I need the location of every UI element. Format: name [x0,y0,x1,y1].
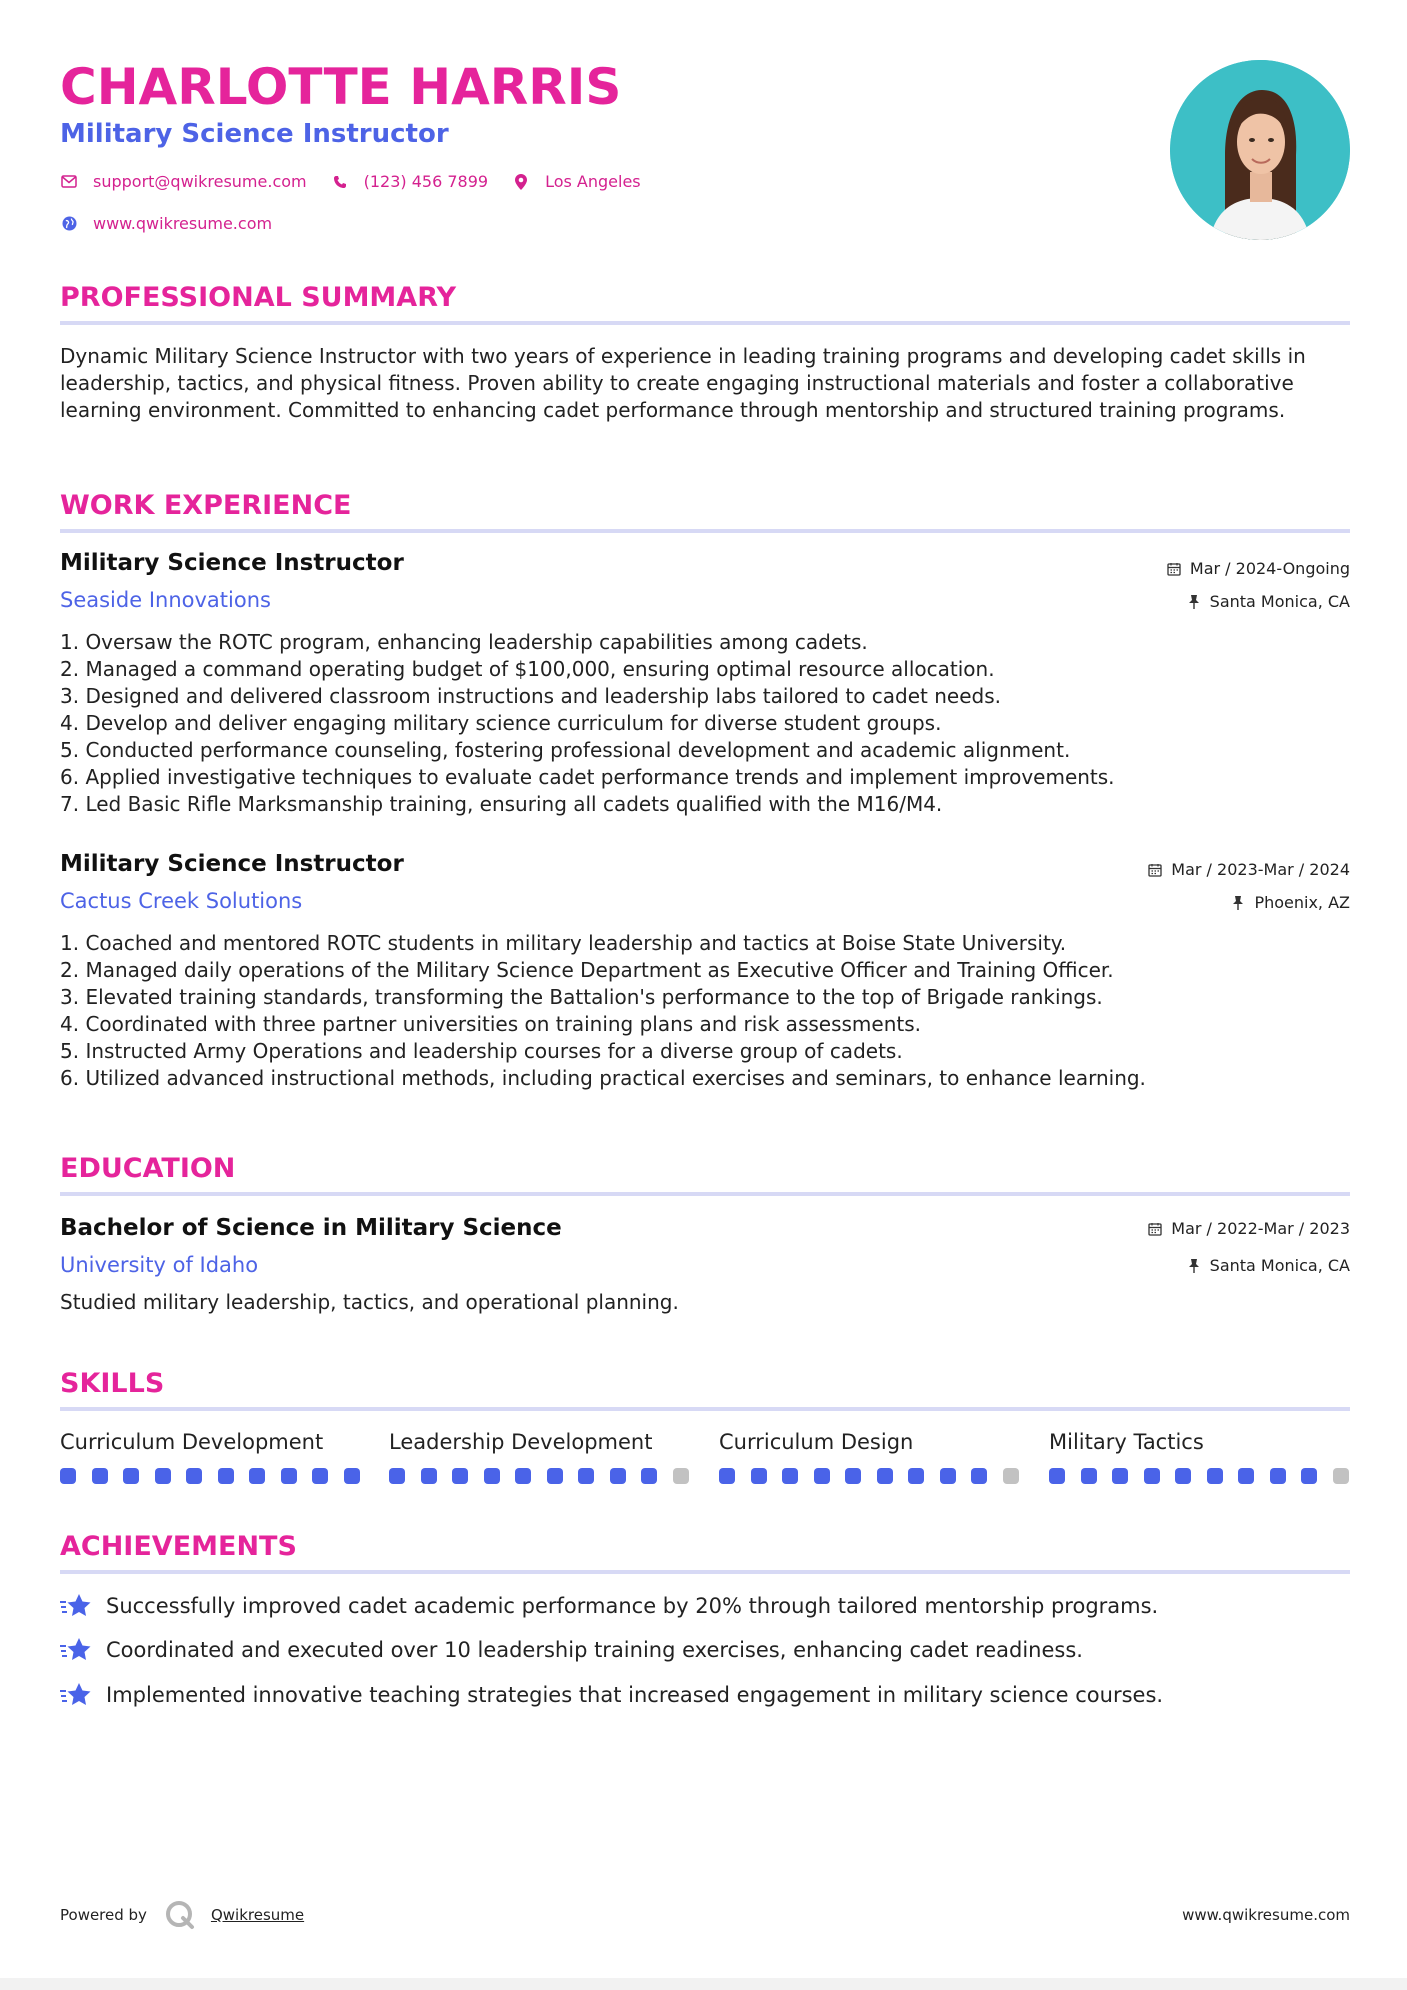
contact-website[interactable] [60,214,272,233]
skill-dot-filled [515,1468,531,1484]
summary-text: Dynamic Military Science Instructor with two years of experience in leading training programs and developing cadet skills in leadership, tactics, and physical fitness. Proven ability to create engaging instructional materials and foster a collaborative learning environment. Committed to enhancing cadet performance through mentorship and structured training programs. [60,344,1306,422]
skill-dot-filled [719,1468,735,1484]
list-item: 2. Managed daily operations of the Military Science Department as Executive Officer and Training Officer. [60,958,1114,982]
dates-text: Mar / 2023-Mar / 2024 [1171,860,1350,879]
job-company[interactable]: Cactus Creek Solutions [60,889,303,913]
job-dates [1166,559,1350,578]
skill-dot-filled [845,1468,861,1484]
skill-dot-filled [641,1468,657,1484]
job-company[interactable]: Seaside Innovations [60,588,271,612]
globe-icon [60,215,78,233]
skill-dot-filled [484,1468,500,1484]
skill-rating [60,1468,375,1484]
achievements-heading: ACHIEVEMENTS [60,1531,297,1562]
skill-dot-filled [421,1468,437,1484]
contact-row-secondary [60,214,296,233]
contact-row-primary [60,172,665,191]
footer-website-link[interactable]: www.qwikresume.com [1182,1906,1350,1924]
skill-dot-filled [1144,1468,1160,1484]
page-bottom-band [0,1978,1407,1990]
footer-branding [60,1900,304,1930]
section-divider [60,529,1350,533]
pushpin-icon [1186,594,1202,610]
skill-rating [1049,1468,1364,1484]
education-description: Studied military leadership, tactics, and operational planning. [60,1290,679,1314]
job-dates [1147,860,1350,879]
job-title: Military Science Instructor [60,550,404,576]
job-location [1230,893,1350,912]
skill-rating [389,1468,704,1484]
skill-item [1049,1430,1204,1454]
candidate-name: CHARLOTTE HARRIS [60,58,622,116]
calendar-icon [1147,862,1163,878]
calendar-icon [1147,1221,1163,1237]
education-dates [1147,1219,1350,1238]
list-item: 5. Instructed Army Operations and leadership courses for a diverse group of cadets. [60,1039,903,1063]
experience-heading: WORK EXPERIENCE [60,490,352,521]
phone-text: (123) 456 7899 [363,172,489,191]
list-item: 4. Coordinated with three partner universities on training plans and risk assessments. [60,1012,922,1036]
skill-name: Military Tactics [1049,1430,1204,1454]
skill-item [60,1430,323,1454]
job-bullets [60,629,1350,818]
phone-icon [331,173,349,191]
achievement-text: Coordinated and executed over 10 leadership training exercises, enhancing cadet readiness. [106,1638,1083,1662]
star-badge-icon [60,1592,92,1620]
achievement-item [60,1681,1163,1709]
list-item: 2. Managed a command operating budget of $100,000, ensuring optimal resource allocation. [60,657,995,681]
pushpin-icon [1186,1258,1202,1274]
skill-dot-filled [1238,1468,1254,1484]
job-title: Military Science Instructor [60,851,404,877]
education-location [1186,1256,1350,1275]
section-divider [60,1570,1350,1574]
candidate-title: Military Science Instructor [60,119,449,149]
skill-dot-empty [673,1468,689,1484]
qwikresume-link[interactable]: Qwikresume [210,1906,305,1924]
achievement-item [60,1636,1083,1664]
envelope-icon [60,173,78,191]
powered-by-label: Powered by [60,1906,147,1924]
skill-dot-filled [249,1468,265,1484]
star-badge-icon [60,1681,92,1709]
summary-heading: PROFESSIONAL SUMMARY [60,282,457,313]
star-badge-icon [60,1636,92,1664]
list-item: 5. Conducted performance counseling, fostering professional development and academic alignment. [60,738,1071,762]
skills-heading: SKILLS [60,1368,165,1399]
skill-item [389,1430,652,1454]
pushpin-icon [1230,895,1246,911]
location-text: Santa Monica, CA [1209,592,1350,611]
skill-dot-empty [1333,1468,1349,1484]
skill-dot-filled [312,1468,328,1484]
skill-dot-filled [1270,1468,1286,1484]
dates-text: Mar / 2024-Ongoing [1189,559,1350,578]
skill-dot-filled [452,1468,468,1484]
skill-dot-filled [92,1468,108,1484]
contact-email[interactable] [60,172,307,191]
list-item: 3. Designed and delivered classroom instructions and leadership labs tailored to cadet needs. [60,684,1001,708]
skill-dot-filled [218,1468,234,1484]
skill-dot-filled [814,1468,830,1484]
school-name[interactable]: University of Idaho [60,1253,259,1277]
skill-rating [719,1468,1034,1484]
skill-dot-filled [908,1468,924,1484]
achievement-text: Successfully improved cadet academic performance by 20% through tailored mentorship programs. [106,1594,1159,1618]
skill-dot-filled [547,1468,563,1484]
section-divider [60,321,1350,325]
calendar-icon [1166,561,1182,577]
job-location [1186,592,1350,611]
skill-dot-filled [344,1468,360,1484]
skill-dot-filled [389,1468,405,1484]
skill-dot-filled [971,1468,987,1484]
job-bullets [60,930,1350,1092]
skill-dot-filled [1112,1468,1128,1484]
skill-dot-filled [1081,1468,1097,1484]
list-item: 4. Develop and deliver engaging military science curriculum for diverse student groups. [60,711,942,735]
location-text: Santa Monica, CA [1209,1256,1350,1275]
skill-dot-filled [155,1468,171,1484]
skill-dot-filled [1175,1468,1191,1484]
skill-name: Leadership Development [389,1430,653,1454]
achievement-text: Implemented innovative teaching strategies that increased engagement in military science courses. [106,1683,1164,1707]
achievement-item [60,1592,1158,1620]
skill-item [719,1430,913,1454]
profile-photo [1170,60,1350,240]
skill-dot-filled [1301,1468,1317,1484]
location-text: Los Angeles [545,172,641,191]
section-divider [60,1192,1350,1196]
skill-dot-filled [1207,1468,1223,1484]
list-item: 6. Utilized advanced instructional methods, including practical exercises and seminars, to enhance learning. [60,1066,1146,1090]
skill-name: Curriculum Design [719,1430,914,1454]
list-item: 3. Elevated training standards, transforming the Battalion's performance to the top of Brigade rankings. [60,985,1103,1009]
list-item: 7. Led Basic Rifle Marksmanship training, ensuring all cadets qualified with the M16/M4. [60,792,943,816]
skill-dot-filled [751,1468,767,1484]
skill-dot-filled [877,1468,893,1484]
skill-name: Curriculum Development [60,1430,324,1454]
dates-text: Mar / 2022-Mar / 2023 [1171,1219,1350,1238]
skill-dot-empty [1003,1468,1019,1484]
qwikresume-logo-icon [165,1900,195,1930]
skill-dot-filled [186,1468,202,1484]
list-item: 1. Oversaw the ROTC program, enhancing leadership capabilities among cadets. [60,630,868,654]
skill-dot-filled [281,1468,297,1484]
email-text: support@qwikresume.com [93,172,307,191]
skill-dot-filled [123,1468,139,1484]
list-item: 1. Coached and mentored ROTC students in military leadership and tactics at Boise State University. [60,931,1067,955]
skill-dot-filled [610,1468,626,1484]
skill-dot-filled [1049,1468,1065,1484]
list-item: 6. Applied investigative techniques to evaluate cadet performance trends and implement improvements. [60,765,1115,789]
contact-location [512,172,641,191]
degree-title: Bachelor of Science in Military Science [60,1215,562,1241]
website-text: www.qwikresume.com [93,214,273,233]
education-heading: EDUCATION [60,1153,236,1184]
contact-phone[interactable] [331,172,488,191]
map-pin-icon [512,173,530,191]
skill-dot-filled [782,1468,798,1484]
skill-dot-filled [60,1468,76,1484]
skill-dot-filled [940,1468,956,1484]
skill-dot-filled [578,1468,594,1484]
location-text: Phoenix, AZ [1254,893,1350,912]
section-divider [60,1407,1350,1411]
